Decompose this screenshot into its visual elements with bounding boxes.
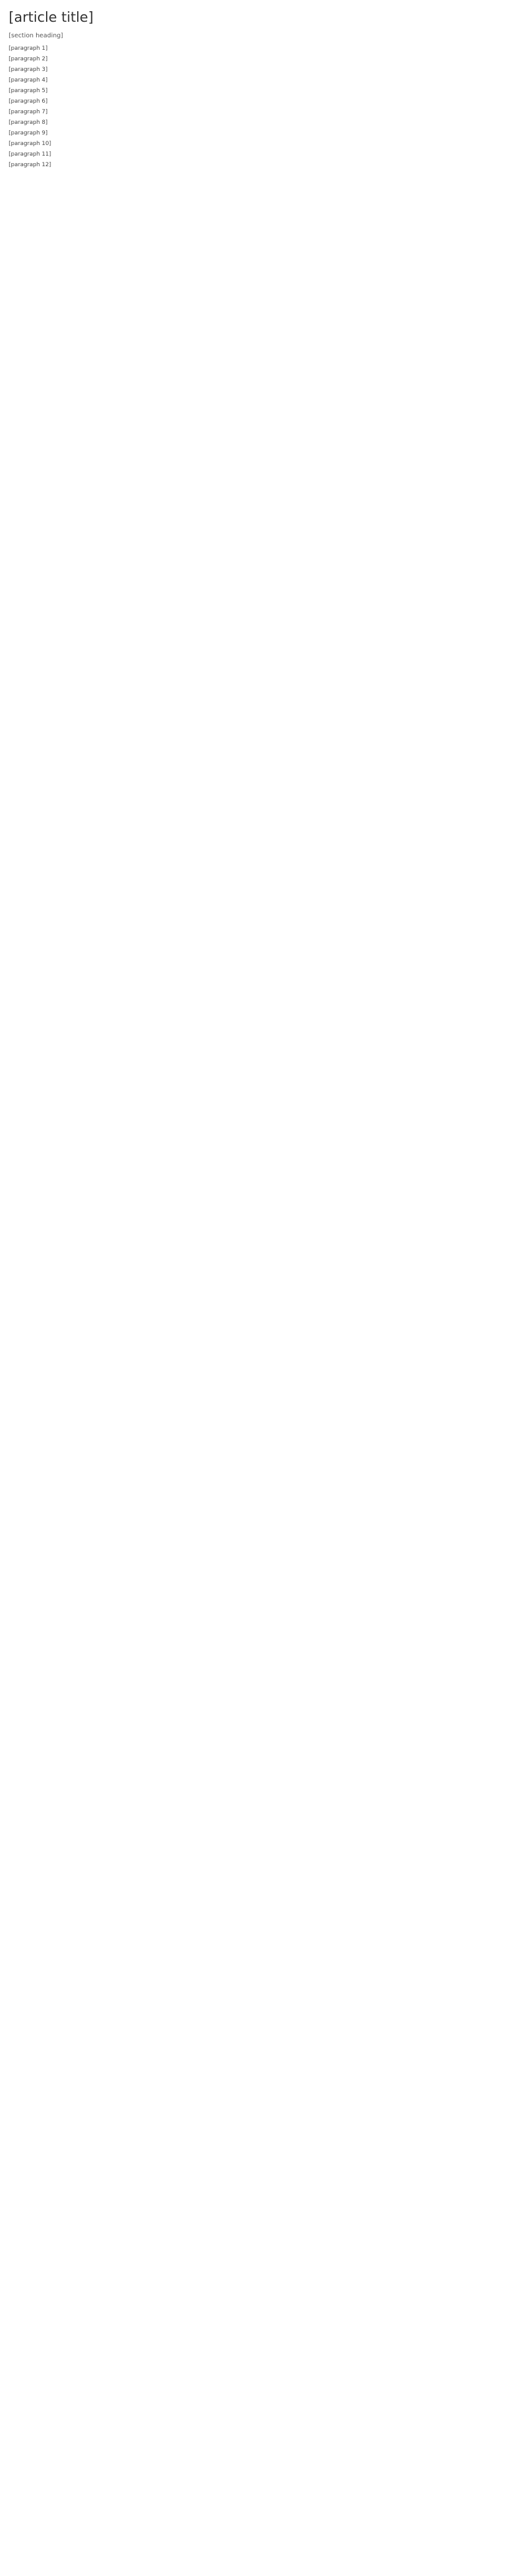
article-page — [0, 0, 527, 186]
body-paragraph: [paragraph 4] — [9, 77, 48, 83]
body-paragraph: [paragraph 6] — [9, 98, 48, 105]
body-paragraph: [paragraph 5] — [9, 88, 48, 94]
section-subtitle: [section heading] — [9, 32, 63, 39]
body-paragraph: [paragraph 10] — [9, 141, 52, 147]
body-paragraph: [paragraph 1] — [9, 45, 48, 52]
article-body — [9, 44, 516, 170]
body-paragraph: [paragraph 7] — [9, 109, 48, 115]
body-paragraph: [paragraph 3] — [9, 67, 48, 73]
body-paragraph: [paragraph 12] — [9, 162, 52, 168]
body-paragraph: [paragraph 8] — [9, 120, 48, 126]
body-paragraph: [paragraph 9] — [9, 130, 48, 136]
body-paragraph: [paragraph 2] — [9, 56, 48, 62]
page-title: [article title] — [9, 10, 94, 26]
body-paragraph: [paragraph 11] — [9, 151, 52, 157]
